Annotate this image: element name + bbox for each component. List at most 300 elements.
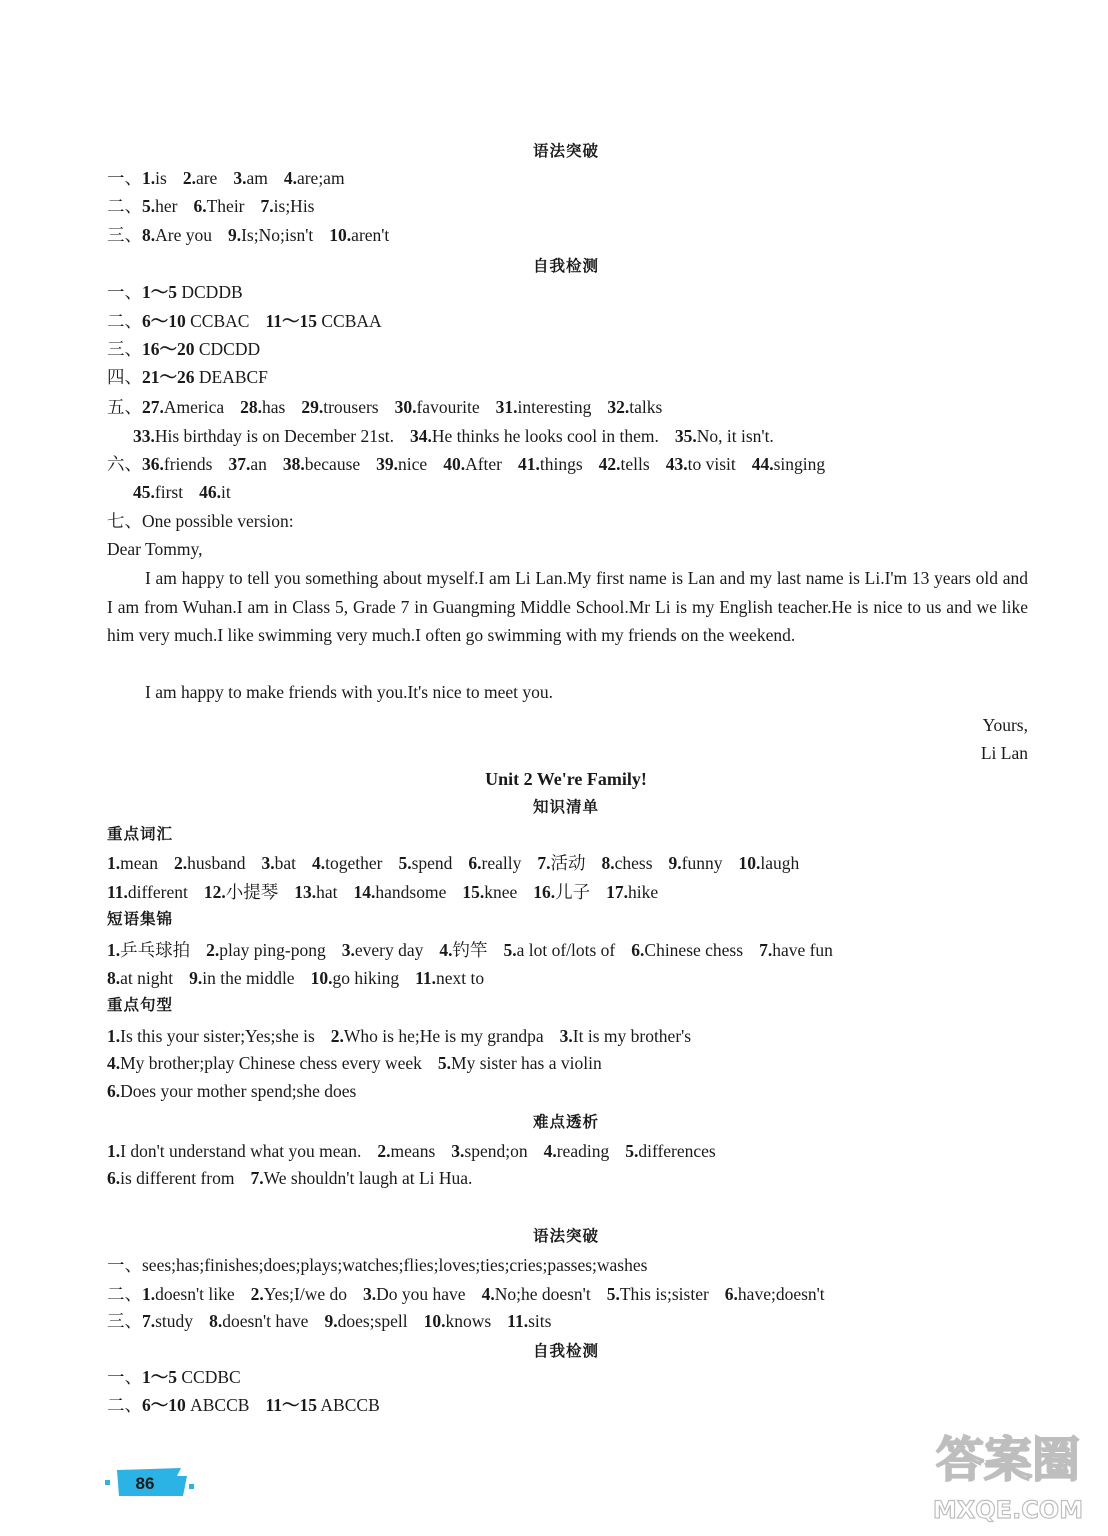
answer-item <box>204 882 278 902</box>
question-number: 8. <box>601 853 615 873</box>
question-number: 5. <box>503 940 517 960</box>
answer-text: spend <box>411 853 453 873</box>
answer-text: DCDDB <box>177 282 243 302</box>
answer-text: Is this your sister;Yes;she is <box>120 1026 315 1046</box>
answer-text: has <box>262 397 286 417</box>
answer-item <box>443 454 502 474</box>
question-number: 14. <box>353 882 376 902</box>
answer-item <box>107 1081 356 1101</box>
answer-text: 儿子 <box>555 882 591 902</box>
answer-text: 钓竿 <box>452 940 488 960</box>
answer-text: have fun <box>772 940 833 960</box>
answer-text: things <box>539 454 583 474</box>
question-number: 3. <box>559 1026 573 1046</box>
question-number: 3. <box>261 853 275 873</box>
answer-text: is;His <box>273 196 315 216</box>
answer-item <box>607 1284 709 1304</box>
section-prefix: 二、 <box>107 1395 142 1415</box>
question-number: 3. <box>341 940 355 960</box>
grammar-heading: 语法突破 <box>532 1227 599 1245</box>
answer-text: because <box>304 454 361 474</box>
question-number: 45. <box>133 482 155 502</box>
question-number: 11～15 <box>265 1395 317 1415</box>
answer-text: ABCCB <box>317 1395 380 1415</box>
answer-text: My sister has a violin <box>451 1053 602 1073</box>
question-number: 4. <box>283 168 297 188</box>
answer-text: It is my brother's <box>572 1026 692 1046</box>
question-number: 4. <box>439 940 453 960</box>
question-number: 5. <box>625 1141 639 1161</box>
answer-text: an <box>250 454 267 474</box>
question-number: 6. <box>468 853 482 873</box>
question-number: 28. <box>240 397 262 417</box>
answer-text: am <box>246 168 268 188</box>
answer-text: together <box>325 853 383 873</box>
knowledge-heading: 知识清单 <box>532 798 599 816</box>
question-number: 16～20 <box>142 339 195 359</box>
answer-item <box>725 1284 825 1304</box>
answer-item <box>142 1395 249 1415</box>
answer-text: friends <box>163 454 213 474</box>
question-number: 36. <box>142 454 164 474</box>
question-number: 16. <box>533 882 556 902</box>
question-number: 13. <box>294 882 317 902</box>
answer-text: CDCDD <box>194 339 261 359</box>
question-number: 10. <box>329 225 352 245</box>
answer-item <box>261 853 296 873</box>
answer-text: bat <box>274 853 296 873</box>
answer-text: a lot of/lots of <box>516 940 616 960</box>
question-number: 11. <box>107 882 128 902</box>
question-number: 7. <box>142 1311 156 1331</box>
answer-item <box>544 1141 610 1161</box>
question-number: 7. <box>759 940 773 960</box>
answer-item <box>410 426 659 446</box>
answer-text: Is;No;isn't <box>241 225 314 245</box>
answer-item <box>312 853 382 873</box>
question-number: 3. <box>363 1284 377 1304</box>
answer-text: favourite <box>416 397 480 417</box>
answer-item <box>283 454 360 474</box>
question-number: 32. <box>607 397 630 417</box>
question-number: 9. <box>668 853 682 873</box>
question-number: 27. <box>142 397 164 417</box>
answer-text: at night <box>120 968 174 988</box>
answer-text: We shouldn't laugh at Li Hua. <box>263 1168 473 1188</box>
answer-item <box>363 1284 466 1304</box>
answer-item <box>759 940 833 960</box>
answer-item <box>284 168 345 188</box>
sentences-label: 重点句型 <box>107 996 174 1014</box>
answer-item <box>107 882 188 902</box>
answer-item <box>142 367 268 387</box>
answer-text: really <box>481 853 522 873</box>
letter-greeting: Dear Tommy, <box>107 539 203 559</box>
answer-line <box>107 1140 716 1162</box>
answer-text: are;am <box>296 168 345 188</box>
watermark-logo <box>930 1410 1090 1530</box>
question-number: 8. <box>209 1311 223 1331</box>
grammar-heading: 语法突破 <box>532 142 599 160</box>
question-number: 5. <box>437 1053 452 1073</box>
phrases-label: 短语集锦 <box>107 910 174 928</box>
answer-text: sees;has;finishes;does;plays;watches;flies;loves;ties;cries;passes;washes <box>142 1255 648 1275</box>
question-number: 4. <box>481 1284 495 1304</box>
answer-text: Does your mother spend;she does <box>120 1081 357 1101</box>
answer-item <box>142 196 177 216</box>
answer-item <box>451 1141 527 1161</box>
question-number: 31. <box>495 397 518 417</box>
answer-text: mean <box>120 853 159 873</box>
question-number: 11. <box>507 1311 529 1331</box>
watermark-text-top: 答案圈 <box>935 1432 1081 1488</box>
answer-line <box>107 281 243 303</box>
page-number-badge <box>103 1462 203 1502</box>
question-number: 8. <box>142 225 156 245</box>
answer-item <box>265 311 381 331</box>
answer-line <box>107 939 833 961</box>
answer-item <box>439 940 487 960</box>
answer-item <box>265 1395 379 1415</box>
answer-item <box>395 397 480 417</box>
answer-item <box>376 454 427 474</box>
answer-item <box>329 225 389 245</box>
watermark-text-bottom: MXQE.COM <box>932 1496 1084 1524</box>
answer-text: tells <box>620 454 650 474</box>
question-number: 10. <box>423 1311 446 1331</box>
question-number: 37. <box>228 454 251 474</box>
answer-line <box>107 195 315 217</box>
section-prefix: 一、 <box>107 1255 142 1275</box>
question-number: 6. <box>724 1284 738 1304</box>
question-number: 2. <box>182 168 196 188</box>
answer-text: spend;on <box>464 1141 528 1161</box>
answer-text: laugh <box>760 853 800 873</box>
vocab-label: 重点词汇 <box>107 825 174 843</box>
question-number: 2. <box>206 940 220 960</box>
answer-item <box>251 1284 347 1304</box>
answer-line <box>107 1394 380 1416</box>
question-number: 7. <box>250 1168 264 1188</box>
answer-item <box>107 1053 422 1073</box>
question-number: 9. <box>189 968 203 988</box>
answer-item <box>142 282 243 302</box>
answer-text: Chinese chess <box>644 940 744 960</box>
answer-item <box>251 1168 473 1188</box>
question-number: 42. <box>598 454 621 474</box>
question-number: 1. <box>142 168 156 188</box>
question-number: 6. <box>193 196 207 216</box>
answer-item <box>669 853 723 873</box>
answer-item <box>107 1026 315 1046</box>
answer-item <box>398 853 452 873</box>
answer-text: nice <box>398 454 428 474</box>
answer-item <box>537 853 585 873</box>
answer-text: first <box>154 482 184 502</box>
answer-line <box>133 425 774 447</box>
question-number: 10. <box>310 968 333 988</box>
question-number: 1. <box>107 940 121 960</box>
answer-text: are <box>195 168 218 188</box>
answer-line <box>133 481 231 503</box>
section-prefix: 六、 <box>107 454 142 474</box>
answer-text: Do you have <box>376 1284 466 1304</box>
answer-item <box>294 882 337 902</box>
answer-text: His birthday is on December 21st. <box>154 426 394 446</box>
self-test-heading: 自我检测 <box>532 1342 599 1360</box>
answer-item <box>607 397 662 417</box>
answer-item <box>107 968 173 988</box>
answer-item <box>377 1141 435 1161</box>
question-number: 9. <box>227 225 242 245</box>
answer-text: DEABCF <box>194 367 268 387</box>
question-number: 2. <box>174 853 188 873</box>
answer-item <box>133 426 394 446</box>
letter-signature: Li Lan <box>980 743 1028 763</box>
answer-line <box>107 881 658 903</box>
self-test-heading: 自我检测 <box>532 257 599 275</box>
section-prefix: 二、 <box>107 196 142 216</box>
page-number: 86 <box>135 1474 155 1493</box>
answer-text: doesn't like <box>155 1284 235 1304</box>
answer-line <box>107 167 345 189</box>
answer-text: different <box>127 882 188 902</box>
question-number: 1～5 <box>142 1367 177 1387</box>
answer-text: My brother;play Chinese chess every week <box>120 1053 422 1073</box>
answer-text: Yes;I/we do <box>263 1284 348 1304</box>
answer-item <box>142 1367 241 1387</box>
answer-line <box>107 1366 241 1388</box>
answer-item <box>193 196 244 216</box>
answer-item <box>675 426 774 446</box>
answer-text: have;doesn't <box>737 1284 825 1304</box>
question-number: 15. <box>462 882 485 902</box>
section-prefix: 五、 <box>107 397 142 417</box>
question-number: 3. <box>233 168 247 188</box>
answer-text: knee <box>484 882 518 902</box>
question-number: 30. <box>394 397 417 417</box>
answer-text: No, it isn't. <box>696 426 774 446</box>
answer-item <box>533 882 590 902</box>
question-number: 21～26 <box>142 367 195 387</box>
question-number: 29. <box>301 397 324 417</box>
answer-line <box>107 1254 647 1276</box>
answer-item <box>482 1284 591 1304</box>
answer-item <box>331 1026 544 1046</box>
answer-text: is different from <box>120 1168 235 1188</box>
answer-item <box>438 1053 602 1073</box>
answer-item <box>324 1311 407 1331</box>
question-number: 4. <box>543 1141 557 1161</box>
answer-text: go hiking <box>332 968 400 988</box>
answer-item <box>142 1255 647 1275</box>
answer-item <box>199 482 231 502</box>
answer-item <box>301 397 378 417</box>
answer-text: 乒乓球拍 <box>120 940 191 960</box>
answer-text: CCBAA <box>317 311 382 331</box>
answer-text: every day <box>354 940 424 960</box>
answer-item <box>142 311 249 331</box>
answer-line <box>107 1025 691 1047</box>
answer-item <box>209 1311 308 1331</box>
answer-item <box>468 853 521 873</box>
answer-line <box>107 366 268 388</box>
answer-text: aren't <box>351 225 390 245</box>
answer-text: America <box>163 397 225 417</box>
answer-text: sits <box>528 1311 552 1331</box>
answer-line <box>107 967 484 989</box>
answer-item <box>424 1311 492 1331</box>
answer-item <box>142 1284 235 1304</box>
answer-item <box>507 1311 551 1331</box>
answer-item <box>228 225 313 245</box>
question-number: 3. <box>451 1141 465 1161</box>
answer-item <box>142 1311 193 1331</box>
answer-line <box>107 1283 825 1305</box>
answer-text: next to <box>436 968 485 988</box>
answer-line <box>107 852 799 874</box>
answer-item <box>228 454 266 474</box>
answer-item <box>342 940 424 960</box>
answer-item <box>174 853 245 873</box>
answer-text: chess <box>614 853 653 873</box>
answer-text: is <box>155 168 167 188</box>
question-number: 1. <box>107 1141 121 1161</box>
answer-item <box>602 853 653 873</box>
answer-text: After <box>465 454 502 474</box>
answer-item <box>261 196 315 216</box>
answer-text: CCDBC <box>177 1367 241 1387</box>
answer-line <box>107 1167 472 1189</box>
answer-text: CCBAC <box>185 311 250 331</box>
answer-line <box>107 310 382 332</box>
answer-text: it <box>220 482 231 502</box>
question-number: 1. <box>107 853 121 873</box>
question-number: 5. <box>398 853 412 873</box>
answer-item <box>354 882 447 902</box>
question-number: 38. <box>282 454 305 474</box>
answer-text: He thinks he looks cool in them. <box>431 426 659 446</box>
answer-text: trousers <box>323 397 379 417</box>
question-number: 11. <box>415 968 436 988</box>
answer-text: interesting <box>517 397 592 417</box>
question-number: 2. <box>377 1141 391 1161</box>
question-number: 39. <box>376 454 399 474</box>
question-number: 46. <box>199 482 221 502</box>
question-number: 5. <box>606 1284 620 1304</box>
question-number: 2. <box>250 1284 264 1304</box>
answer-line <box>107 453 825 475</box>
section-prefix: 二、 <box>107 1284 142 1304</box>
question-number: 10. <box>738 853 761 873</box>
answer-item <box>189 968 294 988</box>
answer-text: funny <box>681 853 723 873</box>
answer-item <box>631 940 743 960</box>
answer-text: handsome <box>375 882 447 902</box>
answer-text: differences <box>638 1141 716 1161</box>
answer-line <box>107 396 662 418</box>
question-number: 12. <box>203 882 226 902</box>
answer-text: hat <box>316 882 338 902</box>
watermark-svg <box>930 1410 1090 1530</box>
section-prefix: 一、 <box>107 282 142 302</box>
unit-title: Unit 2 We're Family! <box>485 769 647 789</box>
question-number: 6～10 <box>142 311 186 331</box>
answer-text: her <box>155 196 178 216</box>
answer-item <box>107 1168 235 1188</box>
question-number: 8. <box>107 968 121 988</box>
answer-text: This is;sister <box>619 1284 709 1304</box>
answer-item <box>503 940 615 960</box>
answer-item <box>518 454 583 474</box>
question-number: 2. <box>330 1026 344 1046</box>
answer-item <box>142 168 167 188</box>
question-number: 9. <box>324 1311 338 1331</box>
answer-text: study <box>155 1311 194 1331</box>
page-badge-shape <box>103 1462 203 1502</box>
answer-line <box>107 224 389 246</box>
answer-text: singing <box>773 454 826 474</box>
answer-text: does;spell <box>337 1311 408 1331</box>
question-number: 1～5 <box>142 282 177 302</box>
answer-item <box>462 882 517 902</box>
answer-item <box>183 168 218 188</box>
question-number: 41. <box>518 454 540 474</box>
answer-text: reading <box>556 1141 610 1161</box>
question-number: 34. <box>410 426 432 446</box>
answer-item <box>752 454 825 474</box>
answer-item <box>240 397 285 417</box>
answer-text: 活动 <box>550 853 586 873</box>
answer-item <box>107 940 190 960</box>
answer-text: hike <box>628 882 659 902</box>
answer-item <box>133 482 183 502</box>
question-number: 1. <box>142 1284 156 1304</box>
section-prefix: 一、 <box>107 1367 142 1387</box>
answer-text: doesn't have <box>222 1311 309 1331</box>
answer-text: play ping-pong <box>219 940 326 960</box>
question-number: 4. <box>312 853 326 873</box>
answer-text: Their <box>206 196 245 216</box>
question-number: 35. <box>674 426 697 446</box>
section-prefix: 三、 <box>107 339 142 359</box>
answer-item <box>739 853 800 873</box>
answer-text: No;he doesn't <box>494 1284 591 1304</box>
answer-line <box>107 338 260 360</box>
question-number: 7. <box>260 196 274 216</box>
question-number: 6. <box>631 940 645 960</box>
answer-item <box>142 397 224 417</box>
answer-item <box>142 339 260 359</box>
answer-line <box>107 1052 602 1074</box>
answer-text: husband <box>187 853 246 873</box>
answer-text: Who is he;He is my grandpa <box>343 1026 544 1046</box>
answer-text: to visit <box>687 454 736 474</box>
question-number: 33. <box>133 426 155 446</box>
section-prefix: 三、 <box>107 1311 142 1331</box>
answer-item <box>560 1026 691 1046</box>
answer-text: Are you <box>155 225 212 245</box>
answer-text: knows <box>445 1311 492 1331</box>
writing-intro: 七、One possible version: <box>107 511 294 531</box>
answer-item <box>233 168 268 188</box>
answer-text: 小提琴 <box>225 882 279 902</box>
answer-item <box>666 454 736 474</box>
answer-item <box>625 1141 716 1161</box>
section-prefix: 三、 <box>107 225 142 245</box>
answer-item <box>206 940 326 960</box>
answer-item <box>142 454 212 474</box>
